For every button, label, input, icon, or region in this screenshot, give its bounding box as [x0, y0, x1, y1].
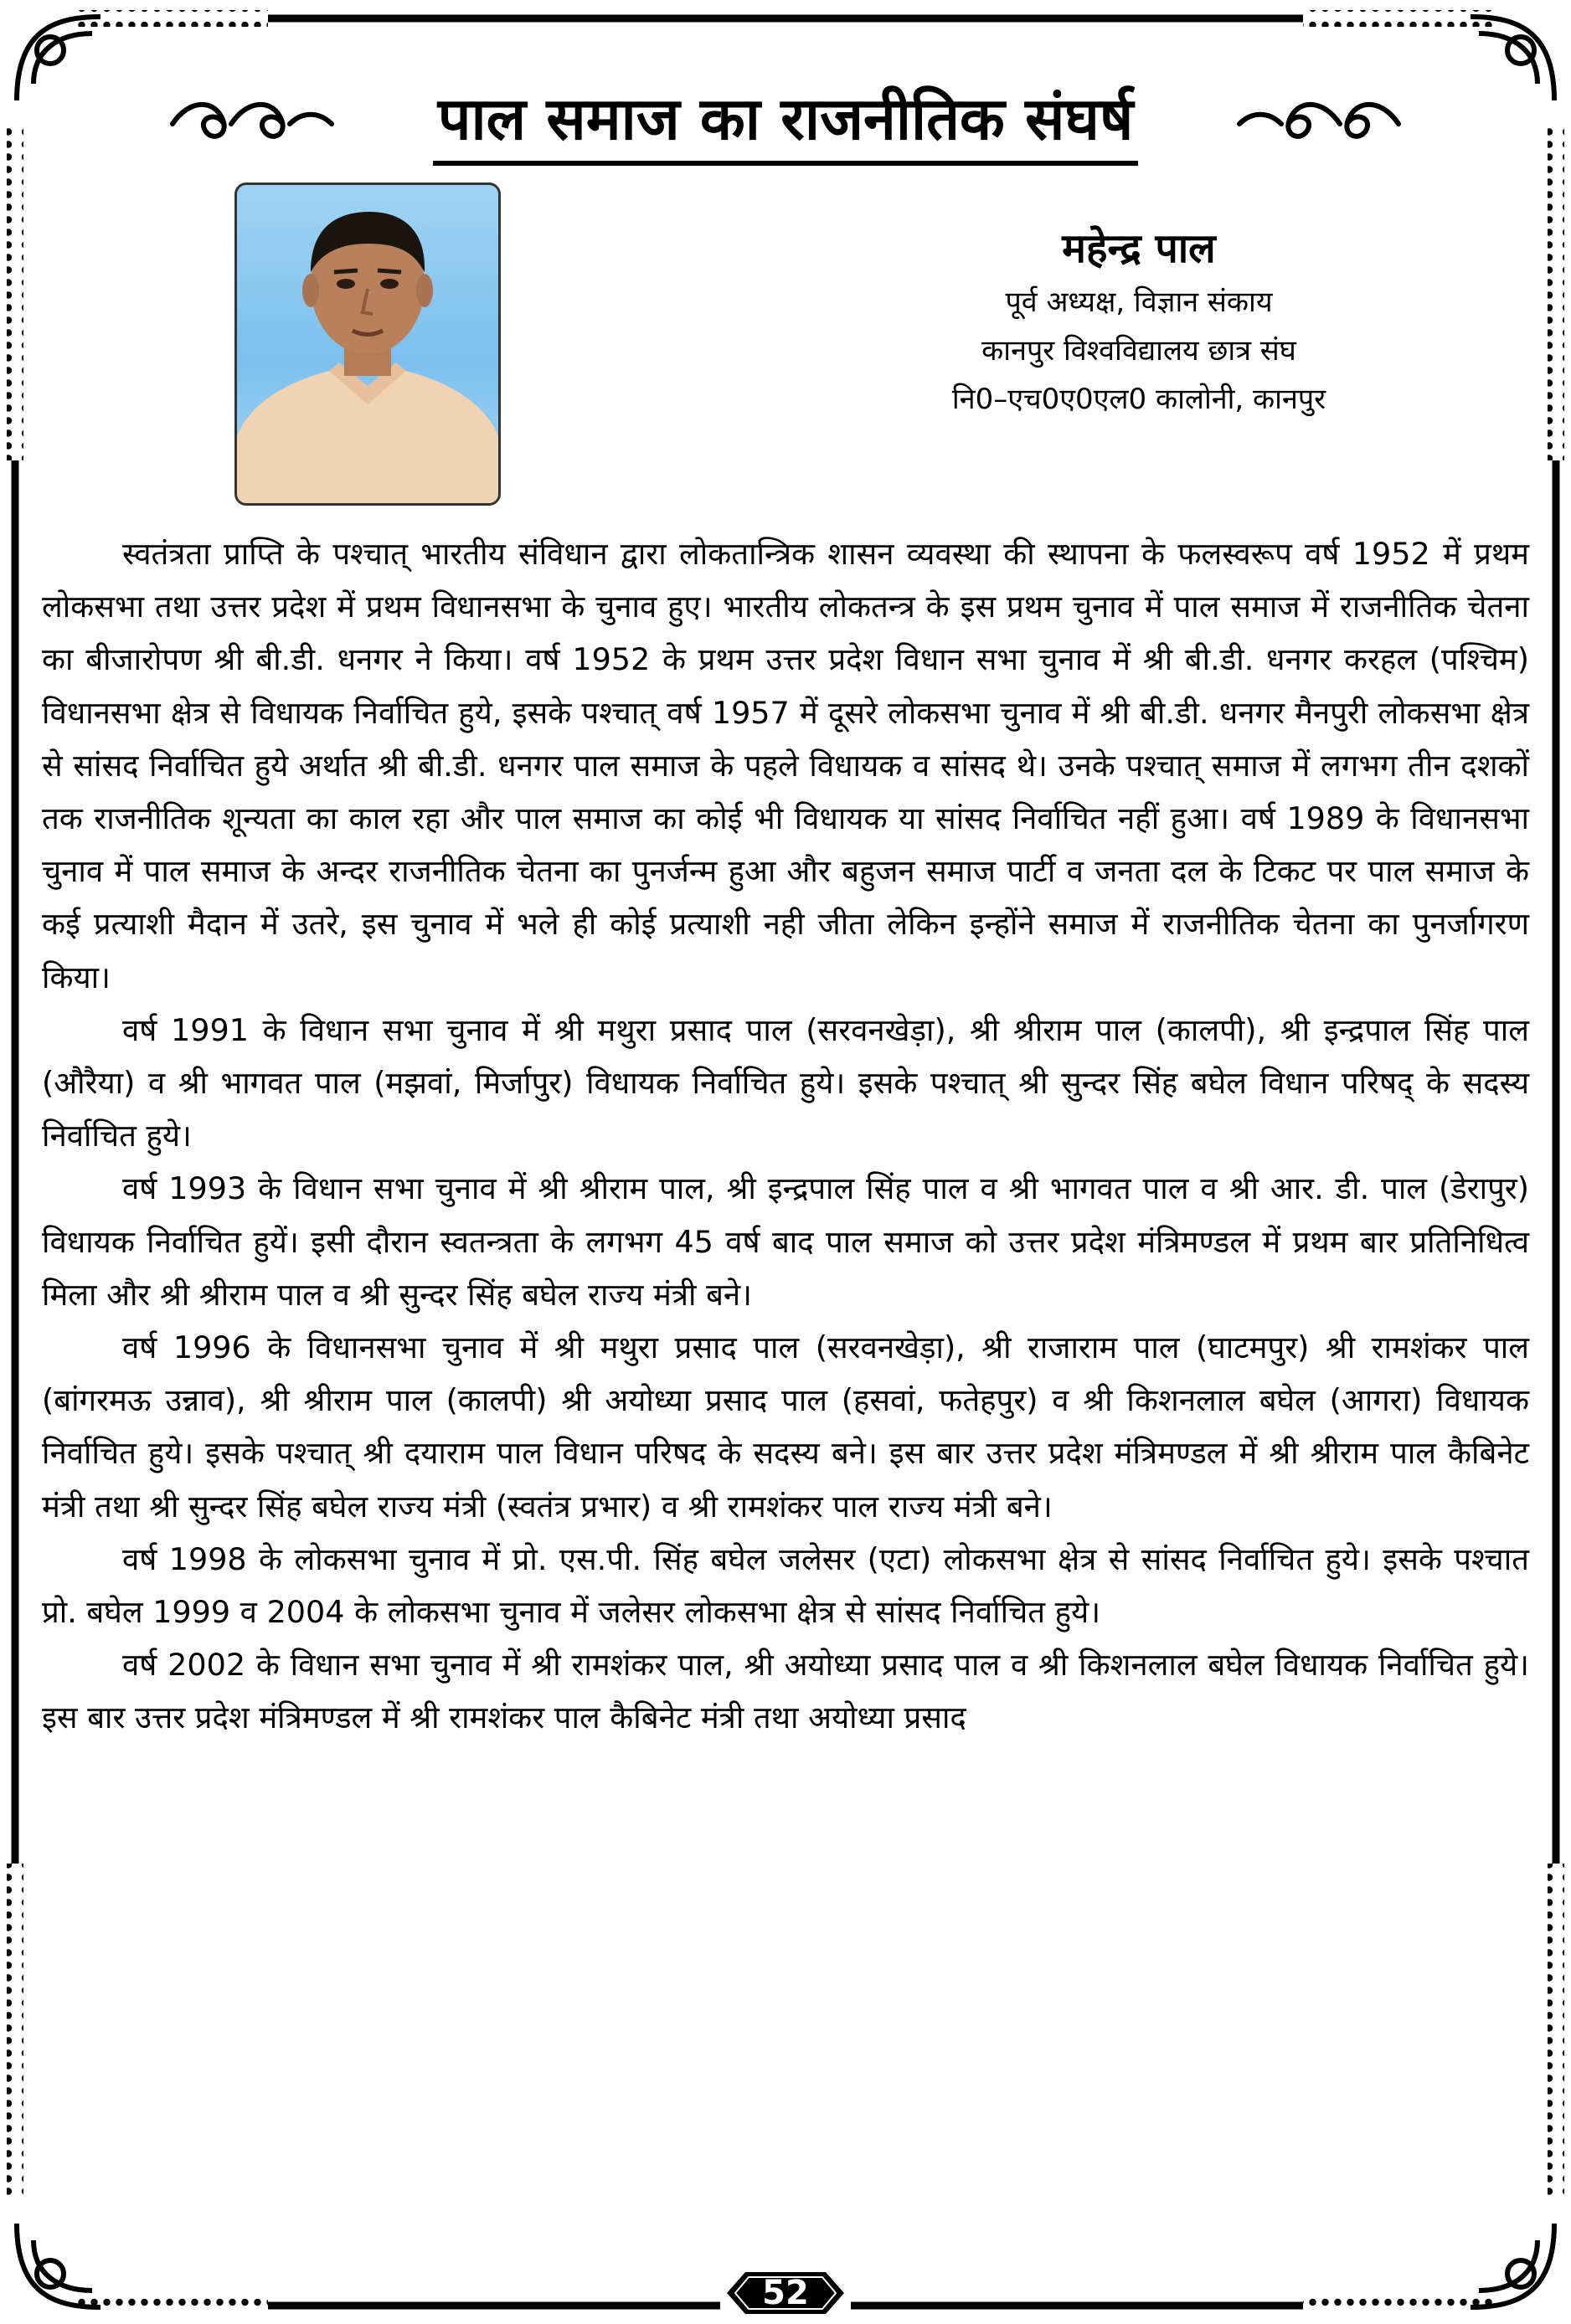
paragraph: वर्ष 1991 के विधान सभा चुनाव में श्री मथुरा प्रसाद पाल (सरवनखेड़ा), श्री श्रीराम पाल (कालपी), श्री इन्द्रपाल सिंह पाल (औरैया) व श्री भागवत पाल (मझवां, मिर्जापुर) विधायक निर्वाचित हुये। इसके पश्चात् श्री सुन्दर सिंह बघेल विधान परिषद् के सदस्य निर्वाचित हुये। — [42, 1011, 1529, 1154]
portrait-illustration — [237, 185, 498, 503]
title-ornament-right-icon — [1231, 90, 1407, 149]
author-address: नि0–एच0ए0एल0 कालोनी, कानपुर — [951, 383, 1326, 416]
paragraph: स्वतंत्रता प्राप्ति के पश्चात् भारतीय संविधान द्वारा लोकतान्त्रिक शासन व्यवस्था की स्थापना के फलस्वरूप वर्ष 1952 में प्रथम लोकसभा तथा उत्तर प्रदेश में प्रथम विधानसभा के चुनाव हुए। भारतीय लोकतन्त्र के इस प्रथम चुनाव में पाल समाज में राजनीतिक चेतना का बीजारोपण श्री बी.डी. धनगर ने किया। वर्ष 1952 के प्रथम उत्तर प्रदेश विधान सभा चुनाव में श्री बी.डी. धनगर करहल (पश्चिम) विधानसभा क्षेत्र से विधायक निर्वाचित हुये, इसके पश्चात् वर्ष 1957 में दूसरे लोकसभा चुनाव में श्री बी.डी. धनगर मैनपुरी लोकसभा क्षेत्र से सांसद निर्वाचित हुये अर्थात श्री बी.डी. धनगर पाल समाज के पहले विधायक व सांसद थे। उनके पश्चात् समाज में लगभग तीन दशकों तक राजनीतिक शून्यता का काल रहा और पाल समाज का कोई भी विधायक या सांसद निर्वाचित नहीं हुआ। वर्ष 1989 के विधानसभा चुनाव में पाल समाज के अन्दर राजनीतिक चेतना का पुनर्जन्म हुआ और बहुजन समाज पार्टी व जनता दल के टिकट पर पाल समाज के कई प्रत्याशी मैदान में उतरे, इस चुनाव में भले ही कोई प्रत्याशी नही जीता लेकिन इन्होंने समाज में राजनीतिक चेतना का पुनर्जागरण किया। — [42, 536, 1530, 995]
author-photo — [234, 183, 501, 506]
paragraph: वर्ष 1993 के विधान सभा चुनाव में श्री श्रीराम पाल, श्री इन्द्रपाल सिंह पाल व श्री भागवत पाल व श्री आर. डी. पाल (डेरापुर) विधायक निर्वाचित हुयें। इसी दौरान स्वतन्त्रता के लगभग 45 वर्ष बाद पाल समाज को उत्तर प्रदेश मंत्रिमण्डल में प्रथम बार प्रतिनिधित्व मिला और श्री श्रीराम पाल व श्री सुन्दर सिंह बघेल राज्य मंत्री बने। — [42, 1170, 1529, 1313]
article-title: पाल समाज का राजनीतिक संघर्ष — [433, 77, 1139, 166]
paragraph: वर्ष 1998 के लोकसभा चुनाव में प्रो. एस.पी. सिंह बघेल जलेसर (एटा) लोकसभा क्षेत्र से सांसद निर्वाचित हुये। इसके पश्चात प्रो. बघेल 1999 व 2004 के लोकसभा चुनाव में जलेसर लोकसभा क्षेत्र से सांसद निर्वाचित हुये। — [42, 1540, 1529, 1631]
author-designation: पूर्व अध्यक्ष, विज्ञान संकाय — [1005, 285, 1273, 319]
author-affiliation: कानपुर विश्वविद्यालय छात्र संघ — [981, 334, 1296, 368]
page-number: 52 — [762, 2274, 809, 2312]
author-info — [854, 219, 1424, 424]
page-number-badge — [727, 2269, 844, 2317]
article-body — [42, 527, 1529, 1745]
author-name: महेन्द्र पाल — [1062, 225, 1216, 272]
paragraph: वर्ष 1996 के विधानसभा चुनाव में श्री मथुरा प्रसाद पाल (सरवनखेड़ा), श्री राजाराम पाल (घाटमपुर) श्री रामशंकर पाल (बांगरमऊ उन्नाव), श्री श्रीराम पाल (कालपी) श्री अयोध्या प्रसाद पाल (हसवां, फतेहपुर) व श्री किशनलाल बघेल (आगरा) विधायक निर्वाचित हुये। इसके पश्चात् श्री दयाराम पाल विधान परिषद के सदस्य बने। इस बार उत्तर प्रदेश मंत्रिमण्डल में श्री श्रीराम पाल कैबिनेट मंत्री तथा श्री सुन्दर सिंह बघेल राज्य मंत्री (स्वतंत्र प्रभार) व श्री रामशंकर पाल राज्य मंत्री बने। — [42, 1329, 1529, 1524]
paragraph: वर्ष 2002 के विधान सभा चुनाव में श्री रामशंकर पाल, श्री अयोध्या प्रसाद पाल व श्री किशनलाल बघेल विधायक निर्वाचित हुये। इस बार उत्तर प्रदेश मंत्रिमण्डल में श्री रामशंकर पाल कैबिनेट मंत्री तथा अयोध्या प्रसाद — [42, 1647, 1529, 1736]
